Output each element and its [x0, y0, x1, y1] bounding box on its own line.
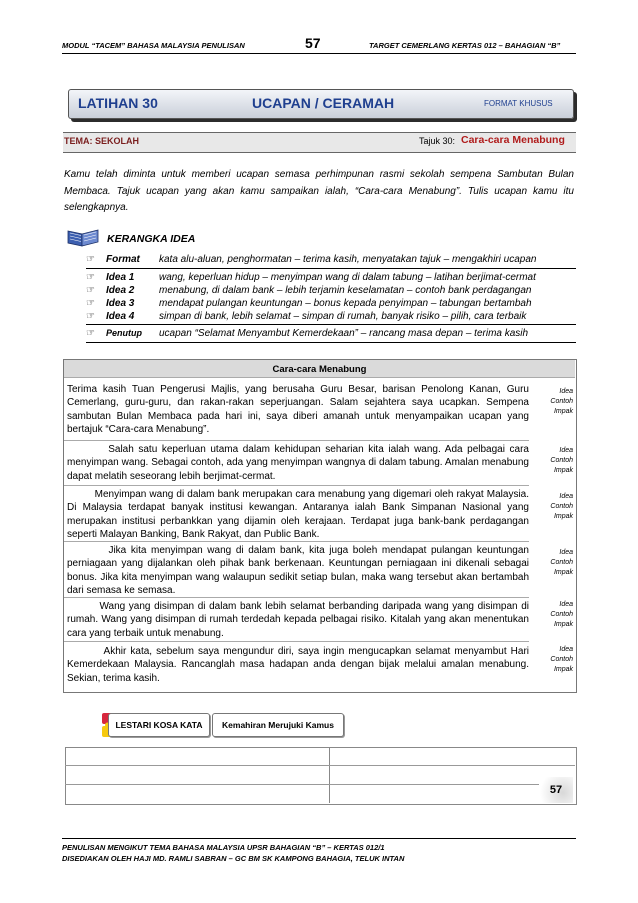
- footer-divider: [62, 838, 576, 839]
- topic-value: Cara-cara Menabung: [461, 134, 565, 146]
- essay-paragraph-2: Salah satu keperluan utama dalam kehidupan seharian kita ialah wang. Ada pelbagai cara menyimpan wang. Sebagai contoh, ada yang menyimpan wangnya di dalam tabung. Amalan menabung dapat melatih seseorang lebih berjimat-cermat.: [67, 444, 529, 482]
- side-note: Idea Contoh Impak: [550, 646, 573, 673]
- outline-rule: [86, 268, 576, 269]
- side-note: Idea Contoh Impak: [550, 549, 573, 576]
- outline-label: Format: [106, 254, 140, 265]
- paragraph-divider: [64, 597, 529, 598]
- vocab-line: [65, 765, 329, 766]
- vocab-grid-divider: [329, 747, 330, 803]
- vocab-grid: [65, 747, 577, 805]
- outline-label: Idea 1: [106, 272, 135, 283]
- footer-line-2: DISEDIAKAN OLEH HAJI MD. RAMLI SABRAN – GC BM SK KAMPONG BAHAGIA, TELUK INTAN: [62, 854, 405, 863]
- paragraph-divider: [64, 440, 529, 441]
- essay-title: Cara-cara Menabung: [272, 364, 367, 375]
- essay-paragraph-4: Jika kita menyimpan wang di dalam bank, kita juga boleh mendapat pulangan keuntungan perniagaan yang dijalankan oleh pihak bank berkenaan. Keuntungan perniagaan ini dikenali sebagai bonus. Jika kita menyimpan wang walaupun sedikit setiap bulan, maka wang tersebut akan bertambah dari semasa ke semasa.: [67, 545, 529, 597]
- outline-label: Idea 3: [106, 298, 135, 309]
- theme-label: TEMA: SEKOLAH: [64, 136, 139, 146]
- dictionary-skill-tab: Kemahiran Merujuki Kamus: [212, 713, 344, 737]
- pointing-hand-icon: ☞: [86, 272, 95, 283]
- essay-paragraph-6: Akhir kata, sebelum saya mengundur diri, saya ingin mengucapkan selamat menyambut Hari Kemerdekaan Malaysia. Rancanglah masa hadapan anda dengan bijak melalui amalan menabung. Sekian, terima kasih.: [67, 646, 529, 684]
- exercise-title: UCAPAN / CERAMAH: [252, 95, 395, 111]
- footer-line-1: PENULISAN MENGIKUT TEMA BAHASA MALAYSIA UPSR BAHAGIAN “B” – KERTAS 012/1: [62, 843, 385, 852]
- outline-rule: [86, 324, 576, 325]
- outline-value: ucapan “Selamat Menyambut Kemerdekaan” – rancang masa depan – terima kasih: [159, 328, 529, 339]
- outline-value: menabung, di dalam bank – lebih terjamin keselamatan – contoh bank perdagangan: [159, 285, 532, 296]
- essay-paragraph-3: Menyimpan wang di dalam bank merupakan cara menabung yang digemari oleh rakyat Malaysia. Di Malaysia terdapat banyak institusi kewangan. Antaranya ialah Bank Simpanan Nasional yang merupakan institusi perbankkan yang dijamin oleh kerajaan. Terdapat juga bank-bank perdagangan seperti Malayan Banking, Bank Rakyat, dan Public Bank.: [67, 489, 529, 541]
- side-note: Idea Contoh Impak: [550, 493, 573, 520]
- vocab-line: [329, 765, 575, 766]
- header-page-number: 57: [305, 35, 321, 51]
- outline-label: Idea 4: [106, 311, 135, 322]
- header-left: MODUL “TACEM” BAHASA MALAYSIA PENULISAN: [62, 41, 245, 50]
- outline-title: KERANGKA IDEA: [107, 233, 196, 245]
- outline-value: kata alu-aluan, penghormatan – terima kasih, menyatakan tajuk – mengakhiri ucapan: [159, 254, 537, 265]
- pointing-hand-icon: ☞: [86, 254, 95, 265]
- pointing-hand-icon: ☞: [86, 311, 95, 322]
- side-note: Idea Contoh Impak: [550, 388, 573, 415]
- outline-value: wang, keperluan hidup – menyimpan wang di dalam tabung – latihan berjimat-cermat: [159, 272, 536, 283]
- vocab-line: [65, 784, 329, 785]
- paragraph-divider: [64, 641, 529, 642]
- vocab-line: [329, 784, 539, 785]
- outline-value: simpan di bank, lebih selamat – simpan di rumah, banyak risiko – pilih, cara terbaik: [159, 311, 527, 322]
- pointing-hand-icon: ☞: [86, 298, 95, 309]
- paragraph-divider: [64, 541, 529, 542]
- pointing-hand-icon: ☞: [86, 285, 95, 296]
- outline-label: Idea 2: [106, 285, 135, 296]
- header-right: TARGET CEMERLANG KERTAS 012 – BAHAGIAN “B”: [369, 41, 561, 50]
- outline-value: mendapat pulangan keuntungan – bonus kepada penyimpan – tabungan bertambah: [159, 298, 532, 309]
- side-note: Idea Contoh Impak: [550, 447, 573, 474]
- outline-rule: [86, 342, 576, 343]
- header-divider: [62, 53, 576, 54]
- essay-paragraph-1: Terima kasih Tuan Pengerusi Majlis, yang berusaha Guru Besar, barisan Penolong Kanan, Guru Cemerlang, guru-guru, dan rakan-rakan seperjuangan. Salam sejahtera saya ucapkan. Sempena sambutan Bulan Membaca pada hari ini, saya diberi amanah untuk menyampaikan ucapan yang bertajuk “Cara-cara Menabung”.: [67, 384, 529, 436]
- paragraph-divider: [64, 485, 529, 486]
- essay-paragraph-5: Wang yang disimpan di dalam bank lebih selamat berbanding daripada wang yang disimpan di rumah. Wang yang disimpan di rumah terdedah kepada pelbagai risiko. Kitalah yang akan menentukan cara yang terbaik untuk menabung.: [67, 601, 529, 639]
- book-icon: [66, 227, 100, 252]
- format-label: FORMAT KHUSUS: [484, 99, 553, 108]
- side-note: Idea Contoh Impak: [550, 601, 573, 628]
- exercise-number: LATIHAN 30: [78, 95, 158, 111]
- outline-label: Penutup: [106, 328, 142, 338]
- instructions: Kamu telah diminta untuk memberi ucapan semasa perhimpunan rasmi sekolah sempena Sambutan Bulan Membaca. Tajuk ucapan yang akan kamu sampaikan ialah, “Cara-cara Menabung”. Tulis ucapan kamu itu selengkapnya.: [64, 169, 574, 213]
- vocab-tab: LESTARI KOSA KATA: [108, 713, 210, 737]
- topic-label: Tajuk 30:: [419, 136, 456, 146]
- bottom-page-number: 57: [539, 777, 573, 803]
- pointing-hand-icon: ☞: [86, 328, 95, 339]
